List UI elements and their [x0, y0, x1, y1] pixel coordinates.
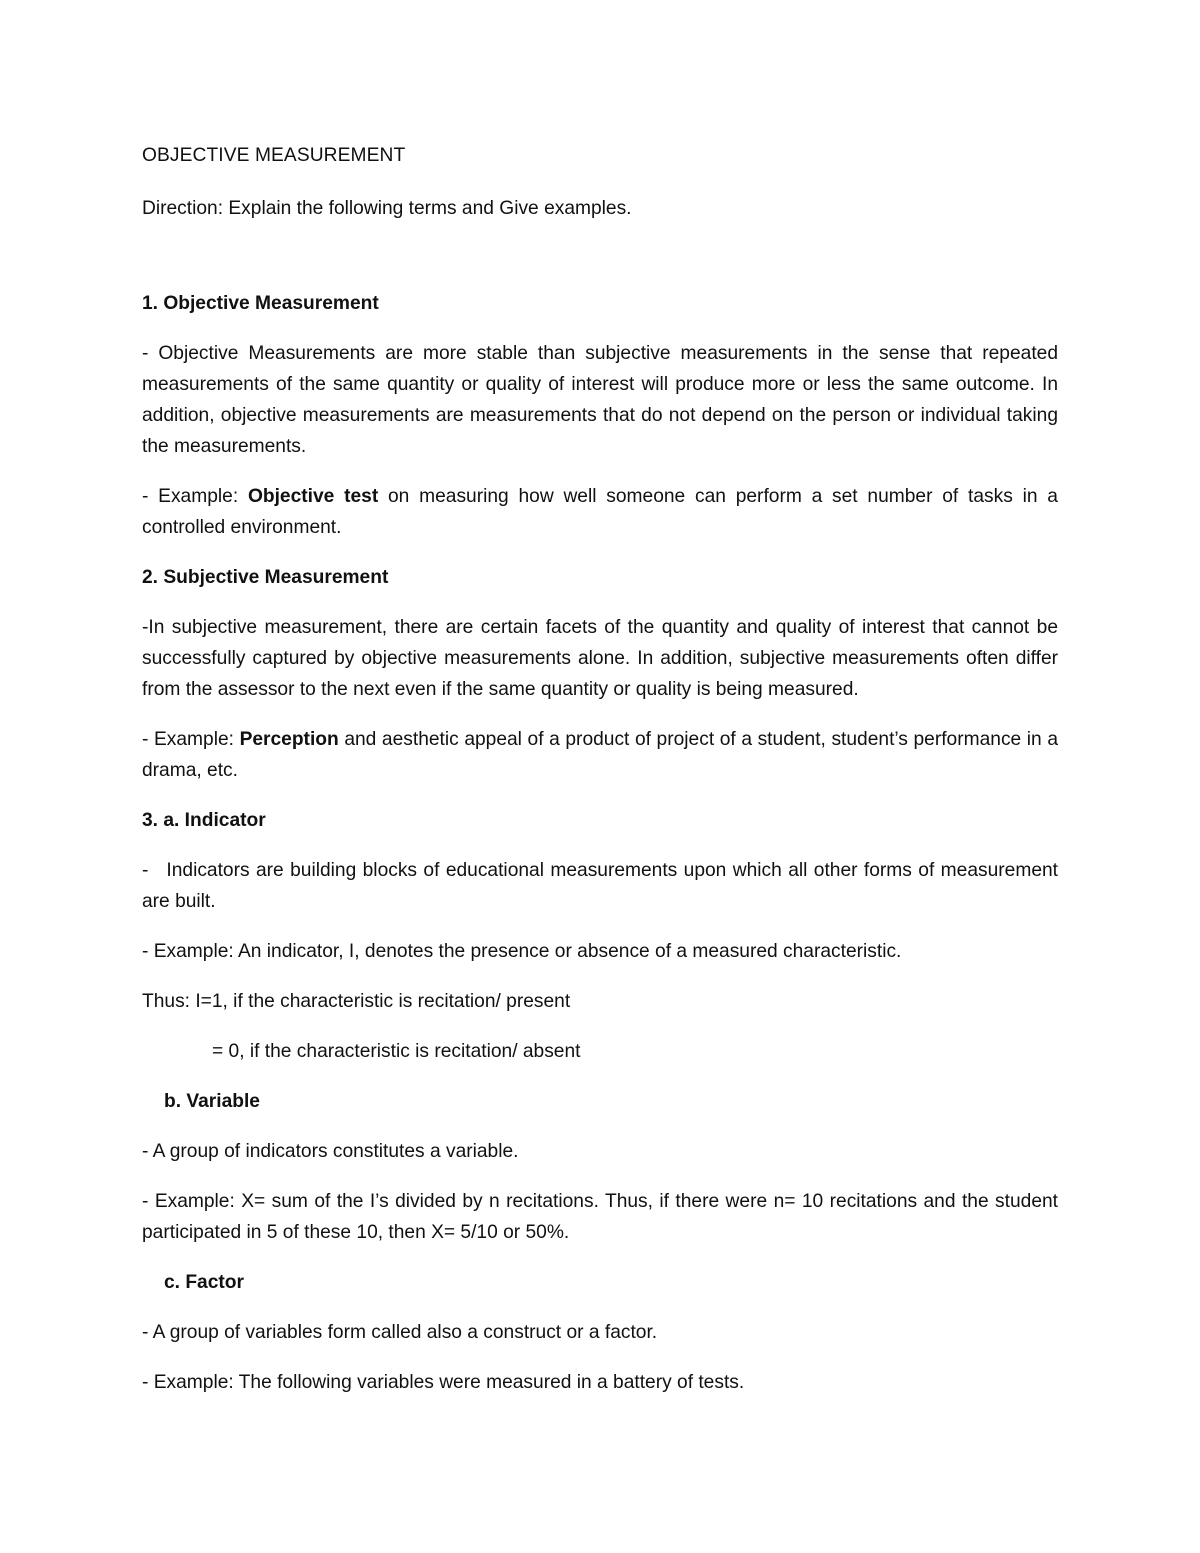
- objective-measurement-example: [142, 481, 1058, 543]
- section-heading-factor: c. Factor: [164, 1272, 244, 1293]
- section-heading-variable: b. Variable: [164, 1091, 260, 1112]
- example-prefix: - Example:: [142, 729, 240, 750]
- section-heading-indicator: 3. a. Indicator: [142, 810, 266, 831]
- direction-label: Direction:: [142, 198, 224, 219]
- direction-text: Explain the following terms and Give examples.: [223, 198, 632, 219]
- factor-definition: - A group of variables form called also a construct or a factor.: [142, 1322, 658, 1343]
- document-body: [142, 140, 1058, 1417]
- section-heading-objective-measurement: 1. Objective Measurement: [142, 293, 379, 314]
- indicator-definition: [142, 855, 1058, 917]
- definition-text: Indicators are building blocks of educational measurements upon which all other forms of measurement are built.: [142, 860, 1058, 912]
- subjective-measurement-example: [142, 724, 1058, 786]
- document-title: OBJECTIVE MEASUREMENT: [142, 145, 406, 166]
- indicator-thus-line: Thus: I=1, if the characteristic is recitation/ present: [142, 991, 571, 1012]
- subjective-measurement-definition: -In subjective measurement, there are certain facets of the quantity and quality of interest that cannot be successfully captured by objective measurements alone. In addition, subjective measurements often differ from the assessor to the next even if the same quantity or quality is being measured.: [142, 617, 1058, 700]
- direction-line: [142, 193, 1058, 224]
- example-bold-term: Perception: [239, 729, 339, 750]
- variable-definition: - A group of indicators constitutes a variable.: [142, 1141, 519, 1162]
- variable-example: - Example: X= sum of the I’s divided by n recitations. Thus, if there were n= 10 recitations and the student participated in 5 of these 10, then X= 5/10 or 50%.: [142, 1191, 1058, 1243]
- factor-example: - Example: The following variables were measured in a battery of tests.: [142, 1372, 745, 1393]
- example-rest: on measuring how well someone can perform a set number of tasks in a controlled environment.: [142, 486, 1058, 538]
- example-bold-term: Objective test: [247, 486, 379, 507]
- indicator-example: - Example: An indicator, I, denotes the presence or absence of a measured characteristic.: [142, 941, 902, 962]
- example-rest: and aesthetic appeal of a product of project of a student, student’s performance in a drama, etc.: [142, 729, 1058, 781]
- objective-measurement-definition: - Objective Measurements are more stable than subjective measurements in the sense that repeated measurements of the same quantity or quality of interest will produce more or less the same outcome. In addition, objective measurements are measurements that do not depend on the person or individual taking the measurements.: [142, 343, 1058, 457]
- example-prefix: - Example:: [142, 486, 248, 507]
- section-heading-subjective-measurement: 2. Subjective Measurement: [142, 567, 389, 588]
- indicator-else-line: = 0, if the characteristic is recitation/ absent: [212, 1041, 581, 1062]
- definition-dash: -: [142, 860, 149, 881]
